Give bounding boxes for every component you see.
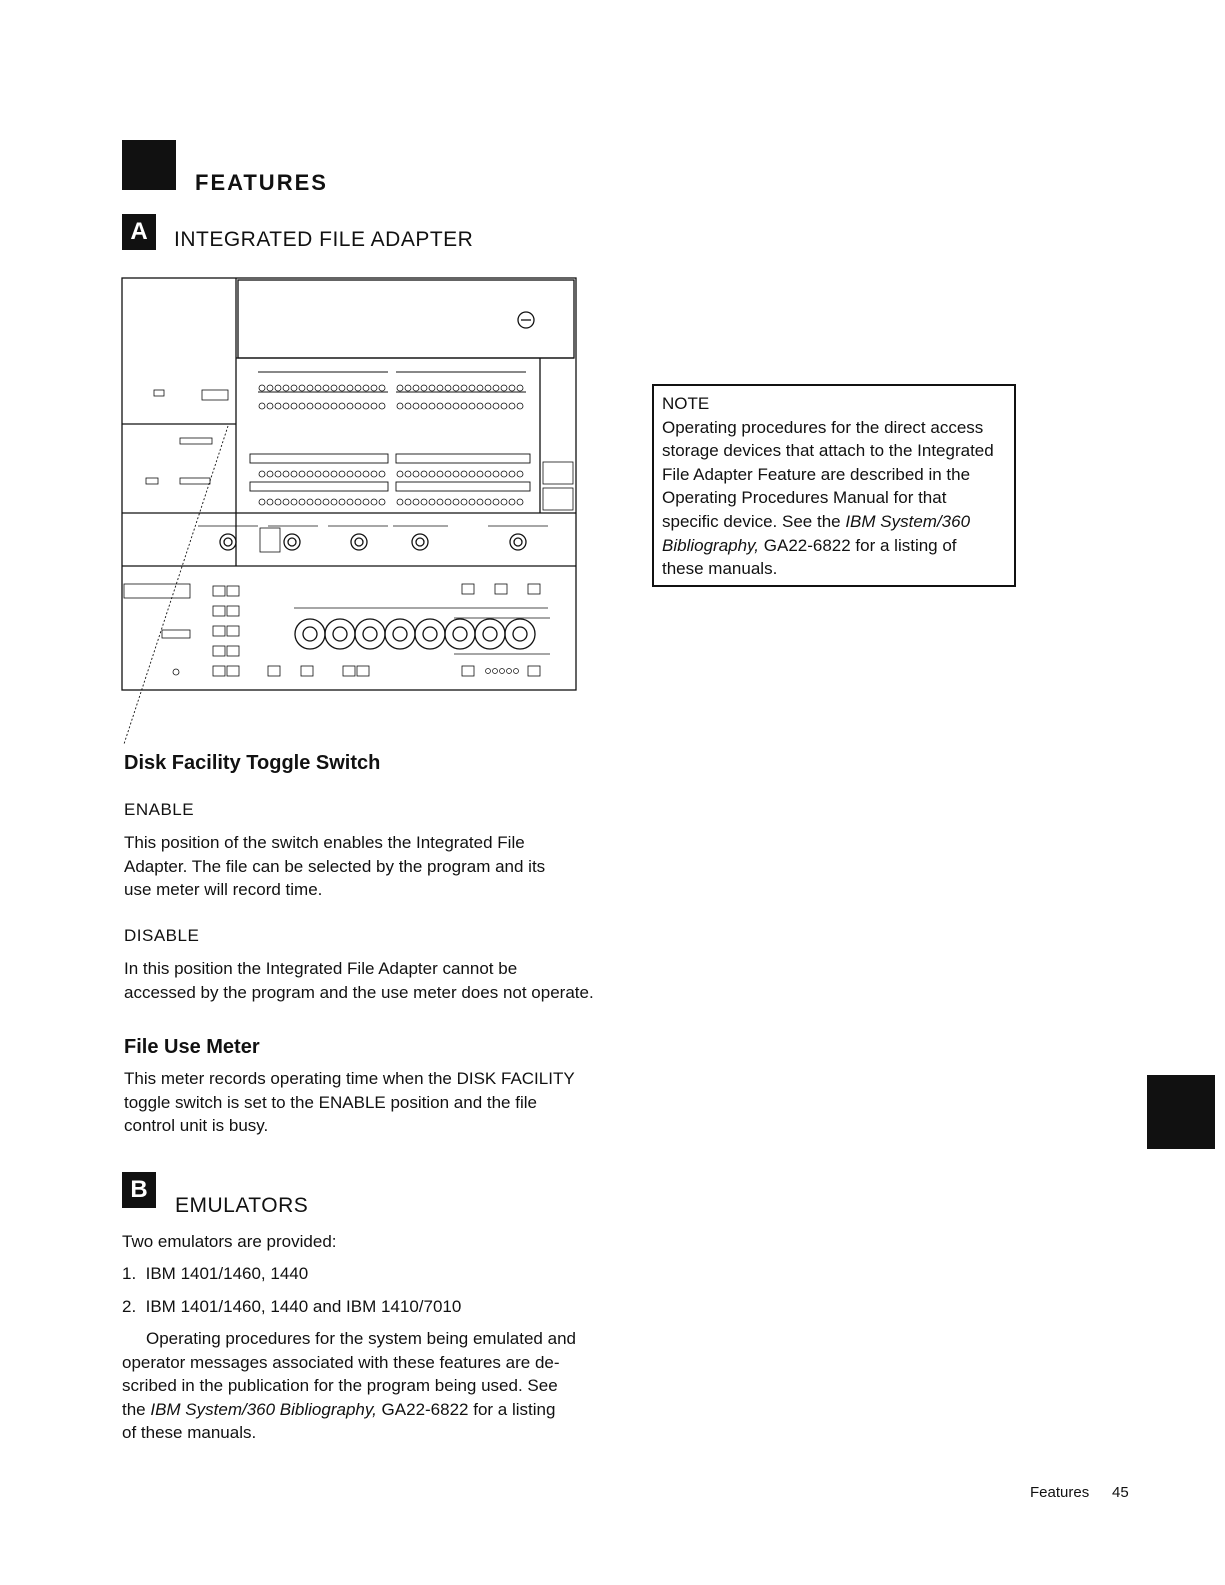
text-line: use meter will record time. bbox=[124, 880, 323, 899]
emulators-intro: Two emulators are provided: bbox=[122, 1232, 337, 1251]
text-line: This meter records operating time when the DISK FACILITY bbox=[124, 1069, 575, 1088]
disable-paragraph bbox=[124, 957, 594, 1004]
disk-facility-heading: Disk Facility Toggle Switch bbox=[124, 752, 381, 774]
section-a-badge: A bbox=[122, 214, 156, 250]
section-marker-block bbox=[122, 140, 176, 190]
disable-label: DISABLE bbox=[124, 926, 200, 945]
note-line: Operating procedures for the direct access bbox=[662, 417, 984, 437]
text-line bbox=[122, 1398, 642, 1422]
emulators-paragraph bbox=[122, 1327, 642, 1445]
text-line: Operating procedures for the system being emulated and bbox=[146, 1329, 576, 1348]
note-citation: Bibliography, bbox=[662, 535, 760, 555]
text-line: scribed in the publication for the program being used. See bbox=[122, 1376, 558, 1395]
emulator-item: 2. IBM 1401/1460, 1440 and IBM 1410/7010 bbox=[122, 1297, 462, 1316]
note-line: Operating Procedures Manual for that bbox=[662, 488, 947, 508]
file-use-meter-heading: File Use Meter bbox=[124, 1036, 260, 1058]
text-line: Adapter. The file can be selected by the program and its bbox=[124, 856, 546, 876]
emulator-item: 1. IBM 1401/1460, 1440 bbox=[122, 1264, 309, 1283]
note-line bbox=[662, 510, 1006, 534]
enable-paragraph bbox=[124, 831, 545, 902]
note-text: specific device. See the bbox=[662, 511, 846, 531]
section-b-title: EMULATORS bbox=[175, 1194, 309, 1217]
console-panel-illustration bbox=[118, 276, 580, 748]
text-line: In this position the Integrated File Adapter cannot be bbox=[124, 959, 518, 978]
text-line: of these manuals. bbox=[122, 1423, 257, 1442]
note-line: these manuals. bbox=[662, 559, 778, 579]
note-citation: IBM System/360 bbox=[845, 511, 971, 531]
file-use-meter-paragraph bbox=[124, 1067, 575, 1138]
page-title: FEATURES bbox=[195, 170, 328, 195]
citation: IBM System/360 Bibliography, bbox=[150, 1399, 377, 1419]
text-span: GA22-6822 for a listing bbox=[376, 1399, 556, 1419]
note-box bbox=[652, 384, 1016, 587]
note-line: storage devices that attach to the Integrated bbox=[662, 441, 994, 461]
text-line: toggle switch is set to the ENABLE position and the file bbox=[124, 1092, 537, 1112]
text-line: This position of the switch enables the Integrated File bbox=[124, 833, 525, 852]
section-b-badge: B bbox=[122, 1172, 156, 1208]
text-line: operator messages associated with these features are de- bbox=[122, 1352, 560, 1372]
footer-label: Features bbox=[1030, 1484, 1090, 1501]
section-a-title: INTEGRATED FILE ADAPTER bbox=[174, 228, 474, 251]
text-span: the bbox=[122, 1399, 151, 1419]
note-text: GA22-6822 for a listing of bbox=[759, 535, 957, 555]
note-line bbox=[662, 534, 1006, 558]
text-line: accessed by the program and the use meter does not operate. bbox=[124, 982, 594, 1002]
page-number: 45 bbox=[1112, 1484, 1129, 1501]
edge-tab-marker bbox=[1147, 1075, 1215, 1149]
text-line: control unit is busy. bbox=[124, 1116, 269, 1135]
enable-label: ENABLE bbox=[124, 800, 195, 819]
note-label: NOTE bbox=[662, 394, 710, 413]
note-line: File Adapter Feature are described in the bbox=[662, 464, 971, 484]
